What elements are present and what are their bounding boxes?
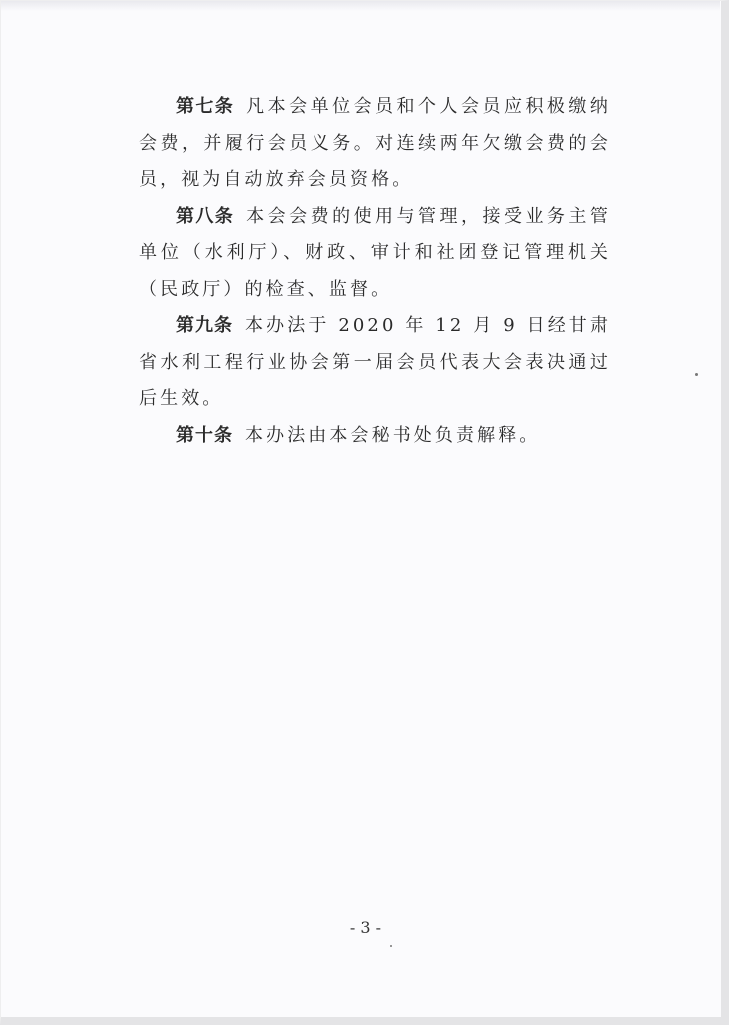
article-text: 本会会费的使用与管理，接受业务主管单位（水利厅）、财政、审计和社团登记管理机关（民政厅）的检查、监督。 [139,205,611,300]
article-8 [139,199,611,309]
document-body [139,89,611,454]
article-title: 第七条 [176,96,235,117]
article-7 [139,89,611,199]
page-number: - 3 - [349,918,382,937]
article-10 [139,418,611,455]
article-title: 第八条 [176,205,235,227]
scan-speck [695,373,698,376]
scan-speck [390,945,392,947]
article-text: 本办法由本会秘书处负责解释。 [245,424,541,446]
article-text: 本办法于 2020 年 12 月 9 日经甘肃省水利工程行业协会第一届会员代表大会表决通过后生效。 [139,315,612,409]
article-title: 第九条 [176,315,234,336]
scan-edge-shadow [1,1,720,11]
article-text: 凡本会单位会员和个人会员应积极缴纳会费，并履行会员义务。对连续两年欠缴会费的会员，视为自动放弃会员资格。 [139,96,611,190]
article-title: 第十条 [176,424,233,446]
article-9 [139,308,611,418]
